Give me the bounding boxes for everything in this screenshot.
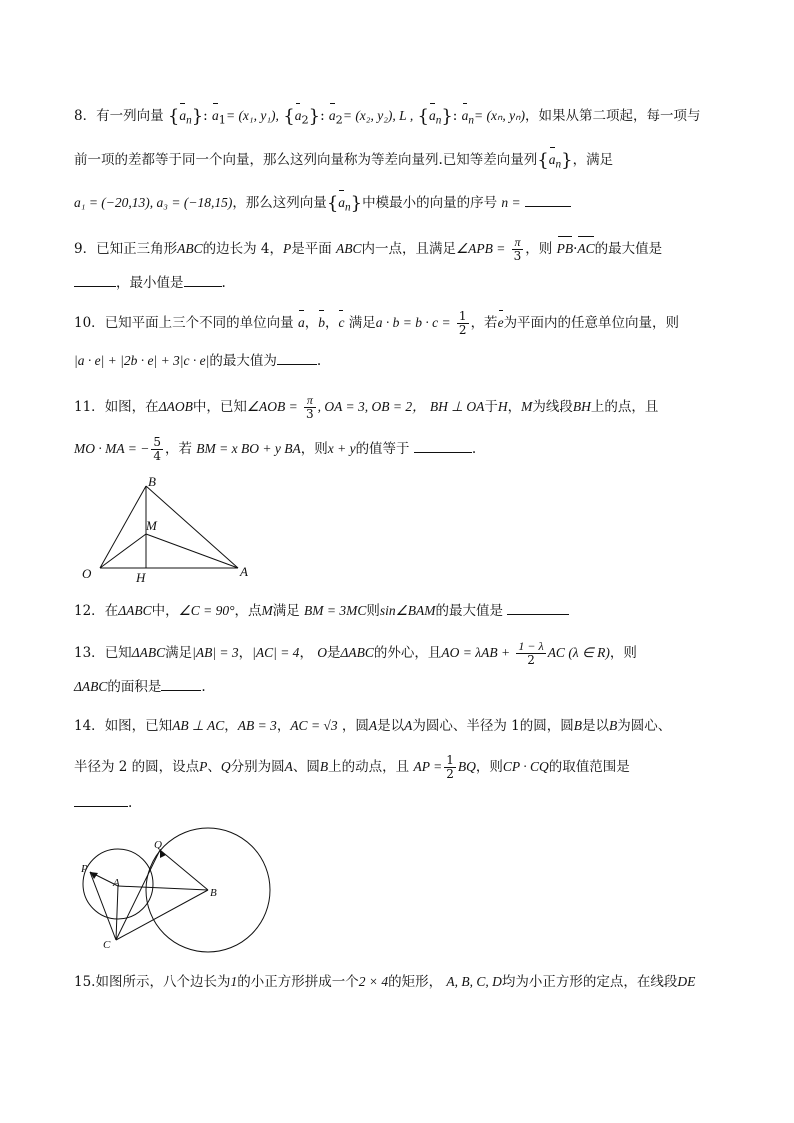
label-a: A	[113, 877, 120, 889]
label-a: A	[240, 564, 248, 579]
q14-line1: 14．如图，已知AB ⊥ AC，AB = 3，AC = √3 ，圆A是以A为圆心、半径为 1的圆，圆B是以B为圆心、	[74, 718, 672, 734]
q11-line2: MO · MA = − $\frac{5}{4}$ ，若 BM = x BO + y BA，则x + y的值等于 .	[74, 435, 477, 463]
segment-ab	[118, 886, 208, 890]
segment-cq	[116, 850, 160, 940]
answer-blank	[277, 350, 317, 365]
answer-blank	[414, 438, 472, 453]
q14-line2: 半径为 2 的圆，设点P、Q分别为圆A、圆B上的动点，且 AP = $\frac{1}{2}$ BQ，则CP · CQ的取值范围是	[74, 753, 630, 781]
circles-figure	[76, 826, 276, 956]
q8-line2: 前一项的差都等于同一个向量，那么这列向量称为等差向量列.已知等差向量列$\{a_n\}$，满足	[74, 150, 614, 171]
answer-blank	[507, 600, 569, 615]
label-b: B	[210, 887, 217, 899]
answer-blank	[74, 272, 116, 287]
segment-ma	[146, 534, 238, 568]
label-m: M	[146, 518, 157, 533]
label-h: H	[136, 570, 146, 585]
answer-blank	[525, 192, 571, 207]
segment-cb	[116, 890, 208, 940]
q8-line1: 8．有一列向量 $\{a_n\}$: $a_1= (x_1$, y₁), $\{a_2\}$: $a_2= (x_2$, y₂), L , $\{a_n\}$: $a_n= (x_n$, yₙ)，如果从第二项起，每一项与	[74, 106, 701, 127]
q9-line2: ，最小值是 .	[74, 272, 226, 293]
answer-blank	[74, 792, 128, 807]
answer-blank	[161, 676, 201, 691]
q10-line1: 10．已知平面上三个不同的单位向量 a，b，c 满足a · b = b · c = $\frac{1}{2}$ ，若e为平面内的任意单位向量，则	[74, 309, 680, 337]
segment-ac	[116, 886, 118, 940]
label-b: B	[148, 474, 156, 489]
q11-line1: 11．如图，在ΔAOB中，已知∠AOB = $\frac{\pi}{3}$ , OA = 3, OB = 2， BH ⊥ OA于H，M为线段BH上的点，且	[74, 393, 659, 421]
segment-ba	[146, 486, 238, 568]
triangle-aob-figure	[78, 472, 268, 587]
label-o: O	[82, 566, 92, 581]
segment-mo	[100, 534, 146, 568]
q9-line1: 9．已知正三角形ABC的边长为 4，P是平面 ABC内一点，且满足∠APB = $\frac{\pi}{3}$ ，则 PB·AC的最大值是	[74, 235, 663, 263]
label-c: C	[103, 939, 111, 951]
q13-line1: 13．已知ΔABC满足|AB| = 3，|AC| = 4， O是ΔABC的外心，且AO = λAB + $\frac{1 - \lambda}{2}$ AC (λ ∈ R)，则	[74, 639, 637, 667]
q14-line3: .	[74, 792, 132, 813]
q15-line: 15.如图所示，八个边长为1的小正方形拼成一个2 × 4的矩形， A, B, C, D均为小正方形的定点，在线段DE	[74, 974, 696, 990]
answer-blank	[184, 272, 222, 287]
segment-ob	[100, 486, 146, 568]
label-p: P	[81, 863, 88, 875]
segment-bq	[160, 850, 208, 890]
label-q: Q	[154, 839, 162, 851]
q13-line2: ΔABC的面积是 .	[74, 676, 206, 697]
q10-line2: |a · e| + |2b · e| + 3|c · e|的最大值为 .	[74, 350, 321, 371]
q12-line: 12．在ΔABC中，∠C = 90°，点M满足 BM = 3MC则sin∠BAM的最大值是	[74, 600, 569, 621]
q8-line3: a₁ = (−20,13), a₃ = (−18,15)，那么这列向量$\{a_n\}$中模最小的向量的序号 n =	[74, 192, 571, 218]
